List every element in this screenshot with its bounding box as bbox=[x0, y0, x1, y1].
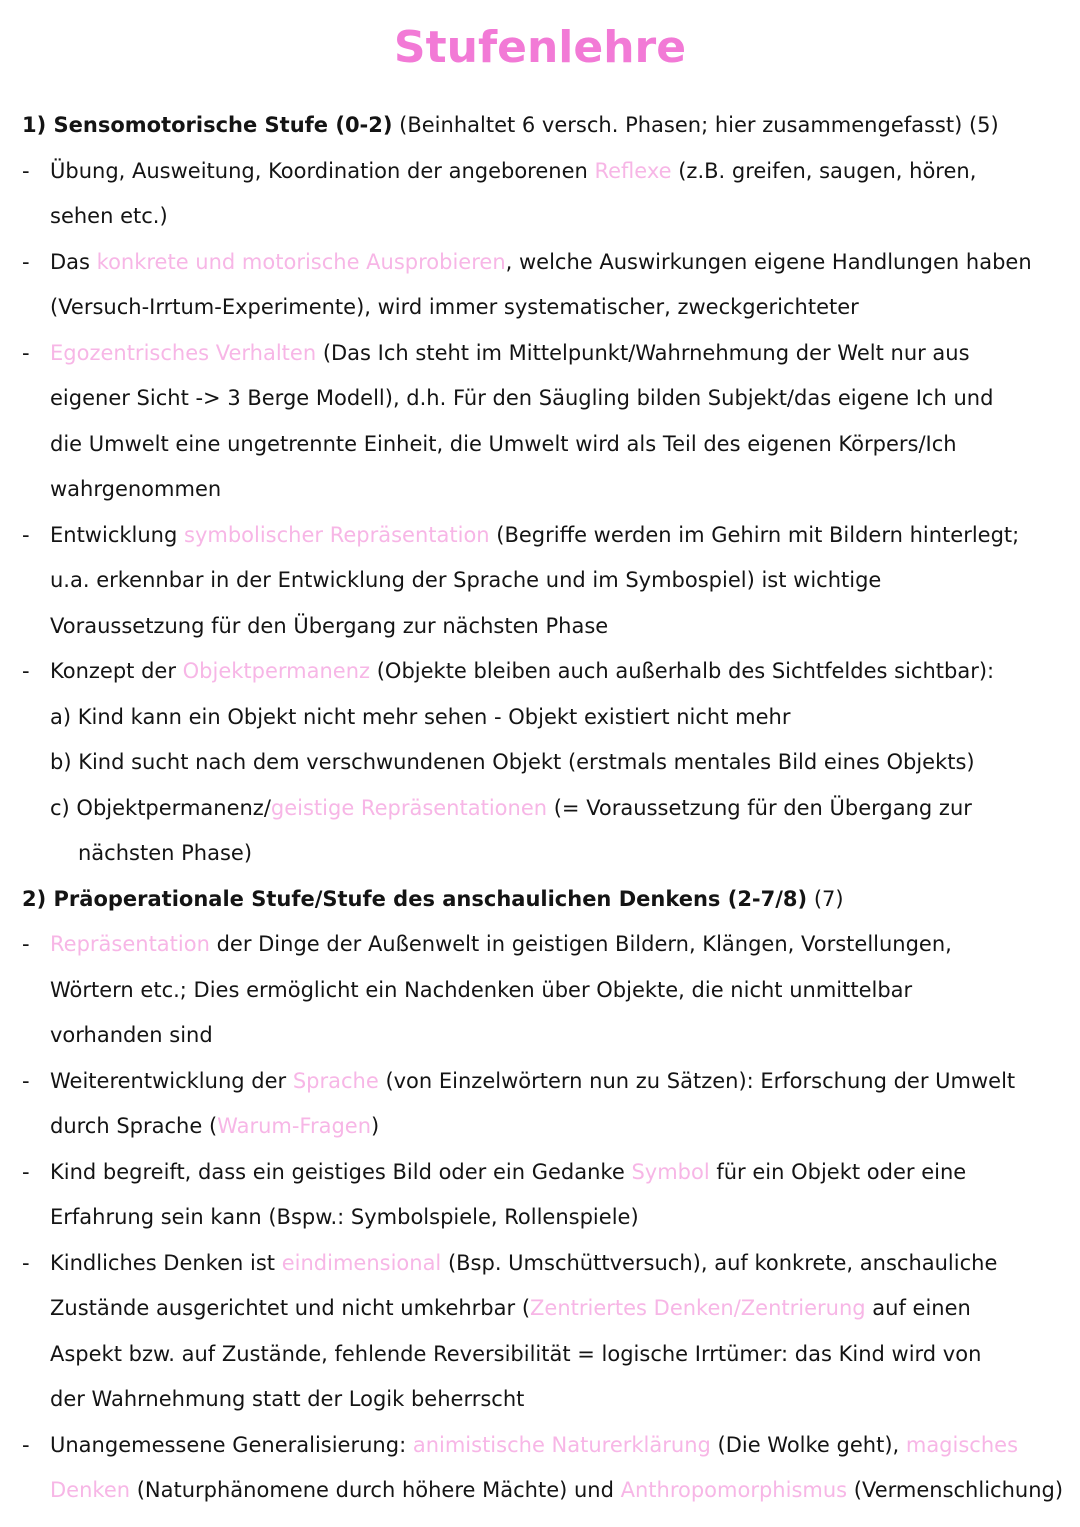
list-item bbox=[22, 1423, 1070, 1514]
text: Kindliches Denken ist bbox=[50, 1250, 282, 1275]
page-title: Stufenlehre bbox=[393, 22, 687, 73]
text: Aspekt bzw. auf Zustände, fehlende Reversibilität = logische Irrtümer: das Kind wird von bbox=[50, 1341, 982, 1366]
text: Kind begreift, dass ein geistiges Bild oder ein Gedanke bbox=[50, 1159, 632, 1184]
text: (Vermenschlichung) bbox=[847, 1478, 1064, 1502]
highlight-term: Objektpermanenz bbox=[182, 659, 371, 683]
document-body bbox=[22, 103, 1070, 1514]
text: (Versuch-Irrtum-Experimente), wird immer systematischer, zweckgerichteter bbox=[50, 295, 859, 319]
text: der Dinge der Außenwelt in geistigen Bildern, Klängen, Vorstellungen, bbox=[209, 932, 952, 956]
text: (Begriffe werden im Gehirn mit Bildern hinterlegt; bbox=[489, 522, 1020, 547]
bullet-dash: - bbox=[22, 1068, 30, 1093]
highlight-term: Repräsentation bbox=[50, 932, 210, 956]
list-item bbox=[22, 922, 1070, 1059]
highlight-term: Egozentrisches Verhalten bbox=[50, 340, 317, 365]
text: Übung, Ausweitung, Koordination der angeborenen bbox=[50, 158, 595, 183]
list-item bbox=[22, 1150, 1070, 1241]
text: die Umwelt eine ungetrennte Einheit, die Umwelt wird als Teil des eigenen Körpers/Ich bbox=[50, 431, 957, 456]
text: Konzept der bbox=[50, 659, 183, 683]
text: Das bbox=[50, 249, 97, 274]
text: Zustände ausgerichtet und nicht umkehrbar ( bbox=[50, 1296, 531, 1320]
text: eigener Sicht -> 3 Berge Modell), d.h. Für den Säugling bilden Subjekt/das eigene Ich und bbox=[50, 386, 994, 410]
list-item bbox=[22, 1241, 1070, 1423]
list-item bbox=[22, 331, 1070, 513]
text: (Das Ich steht im Mittelpunkt/Wahrnehmung der Welt nur aus bbox=[316, 340, 970, 365]
bullet-dash: - bbox=[22, 1250, 30, 1275]
list-item bbox=[22, 240, 1070, 331]
text: Erfahrung sein kann (Bspw.: Symbolspiele, Rollenspiele) bbox=[50, 1205, 639, 1229]
bullet-dash: - bbox=[22, 1159, 30, 1184]
text: Unangemessene Generalisierung: bbox=[50, 1432, 413, 1457]
text: (Die Wolke geht), bbox=[710, 1432, 906, 1457]
text: , welche Auswirkungen eigene Handlungen haben bbox=[505, 249, 1032, 274]
highlight-term: magisches bbox=[905, 1432, 1019, 1457]
text: c) Objektpermanenz/ bbox=[50, 795, 271, 820]
highlight-term: Anthropomorphismus bbox=[620, 1478, 848, 1502]
bullet-dash: - bbox=[22, 1432, 30, 1457]
highlight-term: Sprache bbox=[292, 1068, 379, 1093]
text: (= Voraussetzung für den Übergang zur bbox=[547, 795, 972, 820]
text: für ein Objekt oder eine bbox=[709, 1159, 967, 1184]
text: Entwicklung bbox=[50, 522, 184, 547]
section-heading-1 bbox=[22, 103, 1070, 149]
text: Weiterentwicklung der bbox=[50, 1068, 293, 1093]
text: ) bbox=[371, 1114, 380, 1138]
heading-text: 2) Präoperationale Stufe/Stufe des anschaulichen Denkens (2-7/8) bbox=[22, 886, 808, 911]
text: der Wahrnehmung statt der Logik beherrscht bbox=[50, 1387, 525, 1411]
bullet-dash: - bbox=[22, 659, 30, 683]
heading-note: (Beinhaltet 6 versch. Phasen; hier zusammengefasst) (5) bbox=[392, 113, 999, 137]
highlight-term: symbolischer Repräsentation bbox=[184, 522, 490, 547]
text: auf einen bbox=[865, 1296, 971, 1320]
bullet-dash: - bbox=[22, 522, 30, 547]
list-item bbox=[22, 649, 1070, 877]
list-item bbox=[22, 1059, 1070, 1150]
highlight-term: eindimensional bbox=[281, 1250, 442, 1275]
text: nächsten Phase) bbox=[78, 841, 253, 865]
text: sehen etc.) bbox=[50, 204, 168, 228]
text: wahrgenommen bbox=[50, 477, 222, 501]
text: Wörtern etc.; Dies ermöglicht ein Nachdenken über Objekte, die nicht unmittelbar bbox=[50, 977, 913, 1002]
list-item bbox=[22, 149, 1070, 240]
sub-item-a: a) Kind kann ein Objekt nicht mehr sehen - Objekt existiert nicht mehr bbox=[50, 704, 791, 729]
bullet-dash: - bbox=[22, 932, 30, 956]
bullet-dash: - bbox=[22, 249, 30, 274]
text: Voraussetzung für den Übergang zur nächsten Phase bbox=[50, 613, 609, 638]
highlight-term: Denken bbox=[50, 1478, 131, 1502]
highlight-term: Zentriertes Denken/Zentrierung bbox=[530, 1296, 866, 1320]
text: (z.B. greifen, saugen, hören, bbox=[671, 158, 977, 183]
bullet-dash: - bbox=[22, 340, 30, 365]
heading-note: (7) bbox=[807, 886, 844, 911]
list-item bbox=[22, 513, 1070, 650]
section-heading-2 bbox=[22, 877, 1070, 923]
sub-item-c bbox=[50, 786, 1070, 832]
text: (Naturphänomene durch höhere Mächte) und bbox=[130, 1478, 621, 1502]
text: durch Sprache ( bbox=[50, 1114, 218, 1138]
heading-text: 1) Sensomotorische Stufe (0-2) bbox=[22, 113, 393, 137]
text: (Bsp. Umschüttversuch), auf konkrete, anschauliche bbox=[441, 1250, 998, 1275]
highlight-term: Symbol bbox=[631, 1159, 710, 1184]
sub-item-b: b) Kind sucht nach dem verschwundenen Objekt (erstmals mentales Bild eines Objekts) bbox=[50, 750, 975, 774]
highlight-term: konkrete und motorische Ausprobieren bbox=[96, 249, 506, 274]
highlight-term: Warum-Fragen bbox=[217, 1114, 372, 1138]
text: (Objekte bleiben auch außerhalb des Sichtfeldes sichtbar): bbox=[370, 659, 995, 683]
highlight-term: Reflexe bbox=[594, 158, 672, 183]
highlight-term: geistige Repräsentationen bbox=[270, 795, 548, 820]
highlight-term: animistische Naturerklärung bbox=[412, 1432, 711, 1457]
text: u.a. erkennbar in der Entwicklung der Sprache und im Symbospiel) ist wichtige bbox=[50, 568, 882, 592]
bullet-dash: - bbox=[22, 158, 30, 183]
text: vorhanden sind bbox=[50, 1023, 213, 1047]
text: (von Einzelwörtern nun zu Sätzen): Erforschung der Umwelt bbox=[378, 1068, 1016, 1093]
